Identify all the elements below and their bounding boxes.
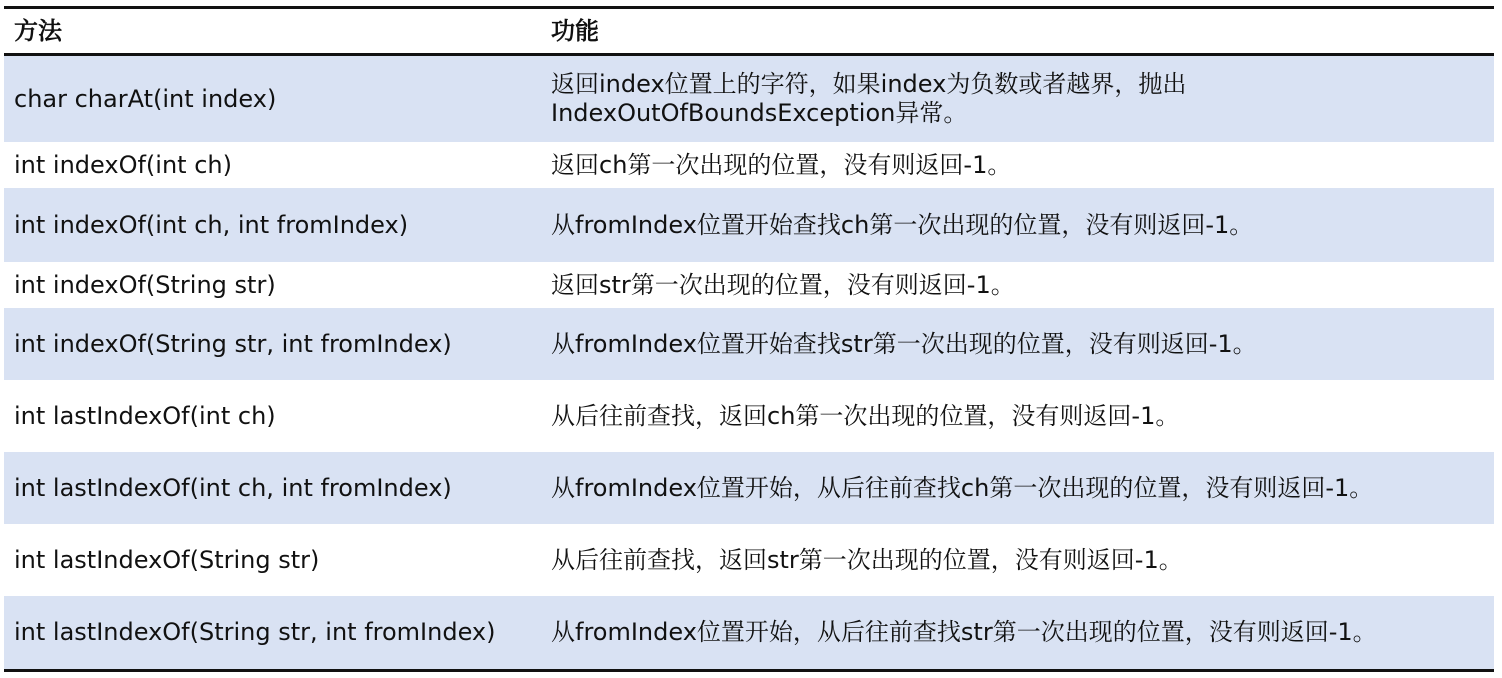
method-cell: int lastIndexOf(String str) (14, 545, 320, 574)
header-function: 功能 (541, 8, 1494, 55)
string-methods-table (4, 6, 1494, 672)
table-row (4, 308, 1494, 380)
method-cell: int indexOf(String str, int fromIndex) (4, 308, 541, 380)
table-row (4, 380, 1494, 452)
description-cell: 从fromIndex位置开始查找ch第一次出现的位置，没有则返回-1。 (541, 188, 1494, 262)
method-cell: int lastIndexOf(int ch) (14, 401, 276, 430)
method-cell: char charAt(int index) (4, 55, 541, 143)
table-row (4, 55, 1494, 143)
table-row (4, 596, 1494, 671)
method-cell: int indexOf(int ch, int fromIndex) (4, 188, 541, 262)
description-cell: 返回index位置上的字符，如果index为负数或者越界，抛出IndexOutOfBoundsException异常。 (541, 55, 1494, 143)
string-methods-table-container (4, 6, 1494, 672)
description-cell: 从fromIndex位置开始，从后往前查找ch第一次出现的位置，没有则返回-1。 (541, 452, 1494, 524)
table-row (4, 524, 1494, 596)
method-cell: int indexOf(int ch) (14, 150, 232, 179)
method-cell: int lastIndexOf(int ch, int fromIndex) (4, 452, 541, 524)
table-row (4, 142, 1494, 188)
description-cell: 从后往前查找，返回ch第一次出现的位置，没有则返回-1。 (551, 401, 1180, 430)
description-cell: 返回ch第一次出现的位置，没有则返回-1。 (551, 150, 1012, 179)
table-header-row (4, 8, 1494, 55)
table-row (4, 262, 1494, 308)
method-cell: int indexOf(String str) (14, 270, 276, 299)
description-cell: 返回str第一次出现的位置，没有则返回-1。 (551, 270, 1015, 299)
header-method: 方法 (4, 8, 541, 55)
description-cell: 从fromIndex位置开始查找str第一次出现的位置，没有则返回-1。 (541, 308, 1494, 380)
description-cell: 从后往前查找，返回str第一次出现的位置，没有则返回-1。 (551, 545, 1183, 574)
method-cell: int lastIndexOf(String str, int fromIndex) (4, 596, 541, 671)
table-row (4, 452, 1494, 524)
table-row (4, 188, 1494, 262)
description-cell: 从fromIndex位置开始，从后往前查找str第一次出现的位置，没有则返回-1。 (541, 596, 1494, 671)
